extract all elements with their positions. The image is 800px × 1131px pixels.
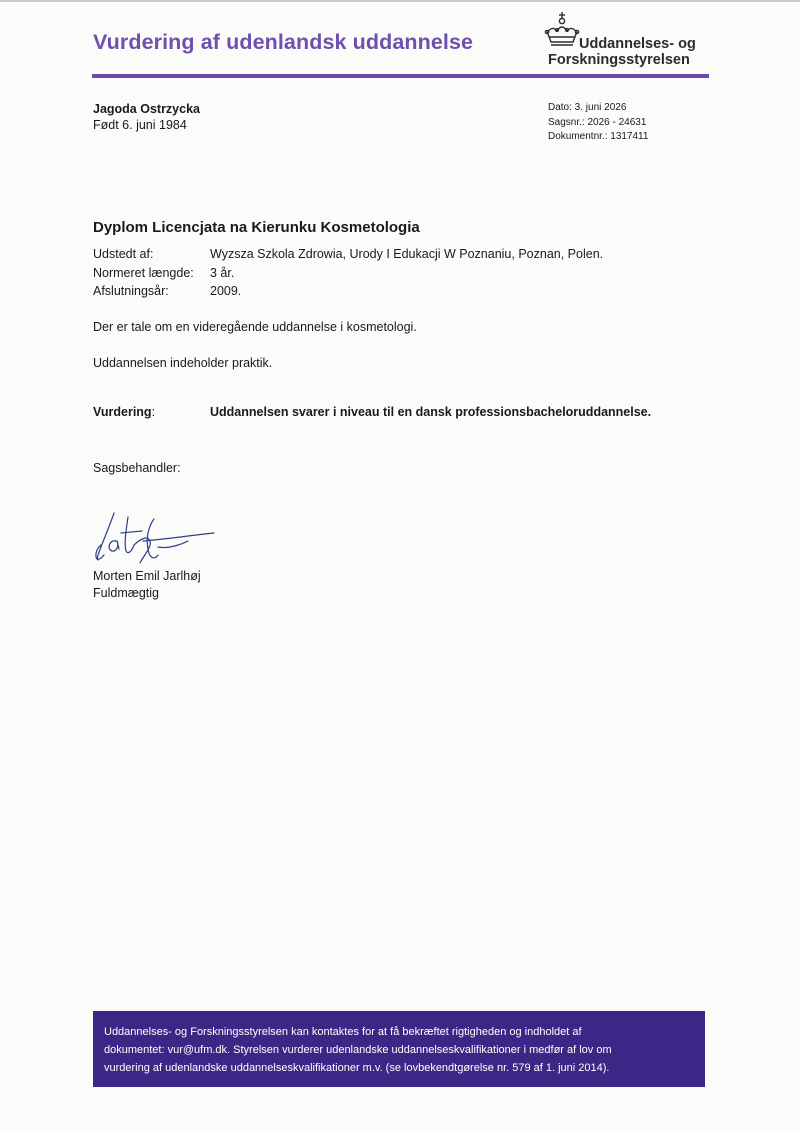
internship-note: Uddannelsen indeholder praktik. [93, 356, 273, 370]
education-description: Der er tale om en videregående uddannelse i kosmetologi. [93, 320, 417, 334]
handwritten-signature [88, 505, 218, 570]
signer-block [93, 568, 201, 602]
assessment-label [93, 405, 210, 419]
fact-row-duration [93, 264, 603, 283]
header-rule [92, 74, 709, 78]
fact-value: 2009. [210, 284, 242, 298]
diploma-facts [93, 245, 603, 301]
footer-line-3: vurdering af udenlandske uddannelseskvalifikationer m.v. (se lovbekendtgørelse nr. 579 af 1. juni 2014). [104, 1062, 610, 1074]
logo-line-2: Forskningsstyrelsen [548, 52, 690, 68]
assessment-row [93, 405, 651, 419]
fact-row-issuer [93, 245, 603, 264]
top-scan-line [0, 0, 800, 2]
assessment-text: Uddannelsen svarer i niveau til en dansk professionsbacheloruddannelse. [210, 405, 652, 419]
signer-role: Fuldmægtig [93, 586, 159, 600]
assessment-colon: : [151, 405, 156, 419]
signer-name: Morten Emil Jarlhøj [93, 569, 201, 583]
applicant-block [93, 101, 200, 133]
document-date: Dato: 3. juni 2026 [548, 102, 627, 113]
page-title: Vurdering af udenlandsk uddannelse [93, 30, 474, 54]
diploma-title: Dyplom Licencjata na Kierunku Kosmetologia [93, 219, 420, 236]
document-number: Dokumentnr.: 1317411 [548, 131, 649, 142]
case-number: Sagsnr.: 2026 - 24631 [548, 116, 647, 128]
logo-text [548, 36, 696, 68]
fact-row-year [93, 282, 603, 301]
contact-footer [93, 1011, 705, 1087]
document-meta [548, 101, 648, 145]
footer-line-2: dokumentet: vur@ufm.dk. Styrelsen vurderer udenlandske uddannelseskvalifikationer i medfør af lov om [104, 1044, 612, 1056]
ministry-logo [540, 11, 720, 71]
fact-value: 3 år. [210, 265, 235, 280]
applicant-name: Jagoda Ostrzycka [93, 102, 200, 116]
assessment-label-text: Vurdering [93, 405, 152, 419]
case-handler-label: Sagsbehandler: [93, 461, 181, 475]
fact-label: Afslutningsår: [93, 284, 169, 298]
fact-label: Udstedt af: [93, 247, 154, 261]
logo-line-1: Uddannelses- og [579, 36, 696, 52]
fact-value: Wyzsza Szkola Zdrowia, Urody I Edukacji W Poznaniu, Poznan, Polen. [210, 247, 604, 261]
applicant-birthdate: Født 6. juni 1984 [93, 118, 187, 132]
fact-label: Normeret længde: [93, 265, 194, 280]
footer-line-1: Uddannelses- og Forskningsstyrelsen kan kontaktes for at få bekræftet rigtigheden og indholdet af [104, 1026, 582, 1038]
